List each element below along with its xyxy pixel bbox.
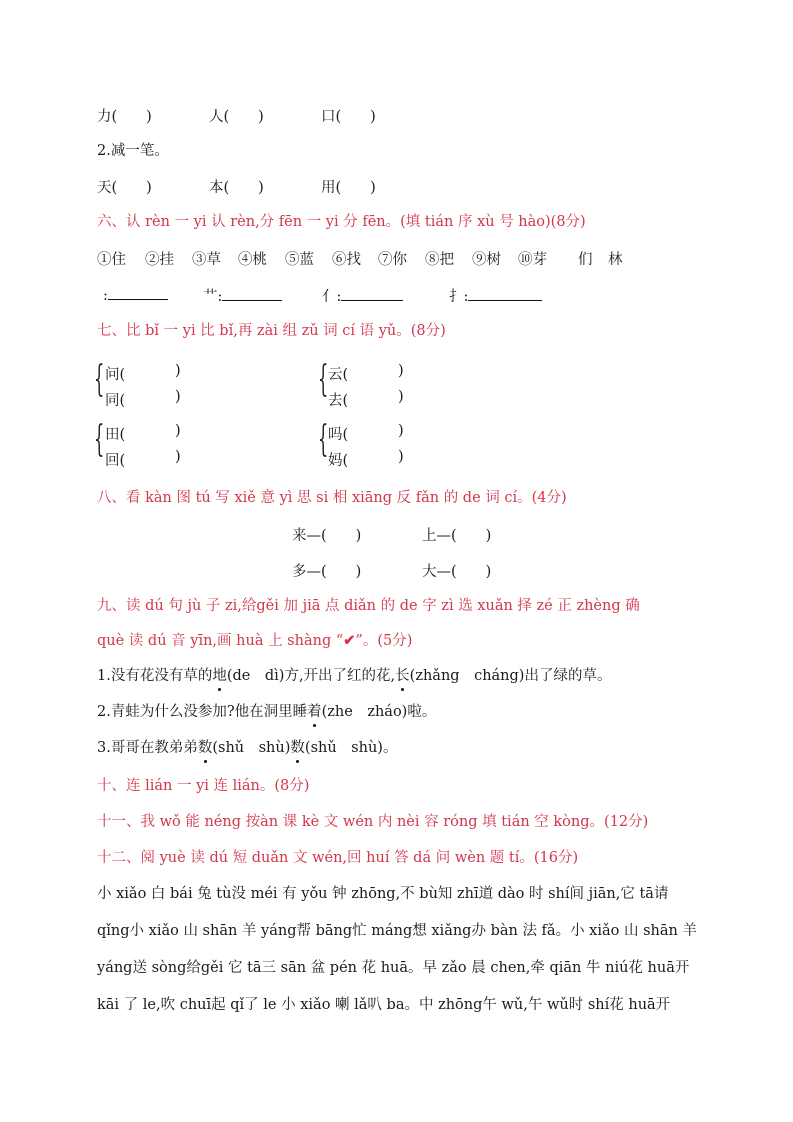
pair-char: 云( (328, 367, 349, 383)
question-9-title-line-2 (97, 631, 412, 651)
char-item: ⑨树 (472, 252, 501, 268)
dotted-char: 数 (290, 740, 305, 756)
subheading-remove-stroke: 2.减一笔。 (97, 143, 169, 159)
question-11-title: 十一、我 wǒ 能 néng 按àn 课 kè 文 wén 内 nèi 容 róng 填 tián 空 kòng。(12分) (97, 814, 649, 830)
sentence-text: (shǔ shù) (212, 740, 291, 756)
fill-item: 力( ) (97, 109, 152, 125)
answer-blank[interactable] (108, 285, 168, 300)
paren-close: ) (398, 449, 404, 465)
radical-blank (103, 285, 168, 304)
pair-char: 妈( (328, 453, 349, 469)
paren-close: ) (175, 423, 181, 439)
paren-close: ) (398, 423, 404, 439)
question-9-title-line-1: 九、读 dú 句 jù 子 zi,给gěi 加 jiā 点 diǎn 的 de 字 zì 选 xuǎn 择 zé 正 zhèng 确 (97, 598, 640, 614)
antonym-item: 来—( ) (292, 528, 362, 544)
pair-char: 田( (105, 427, 126, 443)
passage-line: 小 xiǎo 白 bái 兔 tù没 méi 有 yǒu 钟 zhōng,不 bù知 zhī道 dào 时 shí间 jiān,它 tā请 (97, 886, 669, 902)
char-item: ⑥找 (332, 252, 361, 268)
dotted-char: 着 (307, 704, 322, 720)
radical-label: 艹: (203, 289, 223, 305)
q9-item-2 (97, 702, 436, 722)
answer-blank[interactable] (341, 286, 403, 301)
radical-blank (322, 285, 403, 306)
char-item: ④桃 (238, 252, 267, 268)
fill-item: 用( ) (321, 180, 376, 196)
answer-blank[interactable] (468, 286, 542, 301)
paren-close: ) (398, 389, 404, 405)
char-item: ⑩芽 (518, 252, 547, 268)
char-item: ③草 (192, 252, 221, 268)
q9-item-1 (97, 666, 611, 686)
radical-label: : (103, 288, 108, 304)
title-text: ”。(5分) (355, 633, 413, 649)
paren-close: ) (175, 449, 181, 465)
sentence-text: 2.青蛙为什么没参加?他在洞里睡 (97, 704, 308, 720)
radical-blank (449, 285, 542, 306)
brace-icon: { (318, 419, 329, 460)
checkmark-icon: ✔ (343, 632, 356, 649)
fill-item: 天( ) (97, 180, 152, 196)
q9-item-3 (97, 738, 397, 758)
question-12-title: 十二、阅 yuè 读 dú 短 duǎn 文 wén,回 huí 答 dá 问 wèn 题 tí。(16分) (97, 850, 579, 866)
pair-char: 去( (328, 393, 349, 409)
char-item: ②挂 (145, 252, 174, 268)
dotted-char: 地 (212, 668, 227, 684)
question-10-title: 十、连 lián 一 yi 连 lián。(8分) (97, 778, 310, 794)
brace-icon: { (318, 359, 329, 400)
question-7-title: 七、比 bǐ 一 yi 比 bǐ,再 zài 组 zǔ 词 cí 语 yǔ。(8分) (97, 323, 446, 339)
sentence-text: (shǔ shù)。 (304, 740, 398, 756)
radical-label: 扌: (449, 289, 469, 305)
dotted-char: 长 (395, 668, 410, 684)
brace-icon: { (94, 419, 105, 460)
radical-blank (203, 285, 282, 306)
sentence-text: (de dì)方,开出了红的花, (226, 668, 396, 684)
pair-char: 吗( (328, 427, 349, 443)
fill-item: 口( ) (321, 109, 376, 125)
sentence-text: (zhǎng cháng)出了绿的草。 (409, 668, 612, 684)
pair-char: 问( (105, 367, 126, 383)
passage-line: yáng送 sòng给gěi 它 tā三 sān 盆 pén 花 huā。早 zǎo 晨 chen,牵 qiān 牛 niú花 huā开 (97, 960, 690, 976)
fill-item: 人( ) (209, 109, 264, 125)
char-item: ⑦你 (378, 252, 407, 268)
sentence-text: (zhe zháo)啦。 (321, 704, 437, 720)
brace-icon: { (94, 359, 105, 400)
char-item: 们 (578, 252, 593, 268)
pair-char: 同( (105, 393, 126, 409)
answer-blank[interactable] (222, 286, 282, 301)
sentence-text: 1.没有花没有草的 (97, 668, 213, 684)
question-6-title: 六、认 rèn 一 yi 认 rèn,分 fēn 一 yi 分 fēn。(填 tián 序 xù 号 hào)(8分) (97, 214, 586, 230)
title-text: què 读 dú 音 yīn,画 huà 上 shàng “ (97, 633, 344, 649)
dotted-char: 数 (197, 740, 213, 756)
sentence-text: 3.哥哥在教弟弟 (97, 740, 198, 756)
radical-label: 亻: (322, 289, 342, 305)
question-8-title: 八、看 kàn 图 tú 写 xiě 意 yì 思 si 相 xiāng 反 fǎn 的 de 词 cí。(4分) (97, 490, 567, 506)
char-item: 林 (608, 252, 623, 268)
antonym-item: 多—( ) (292, 564, 362, 580)
paren-close: ) (398, 363, 404, 379)
char-item: ⑤蓝 (285, 252, 314, 268)
paren-close: ) (175, 389, 181, 405)
char-item: ①住 (97, 252, 126, 268)
passage-line: kāi 了 le,吹 chuī起 qǐ了 le 小 xiǎo 喇 lǎ叭 ba。中 zhōng午 wǔ,午 wǔ时 shí花 huā开 (97, 997, 671, 1013)
fill-item: 本( ) (209, 180, 264, 196)
char-item: ⑧把 (425, 252, 454, 268)
pair-char: 回( (105, 453, 126, 469)
antonym-item: 大—( ) (422, 564, 492, 580)
paren-close: ) (175, 363, 181, 379)
antonym-item: 上—( ) (422, 528, 492, 544)
passage-line: qǐng小 xiǎo 山 shān 羊 yáng帮 bāng忙 máng想 xiǎng办 bàn 法 fǎ。小 xiǎo 山 shān 羊 (97, 923, 697, 939)
